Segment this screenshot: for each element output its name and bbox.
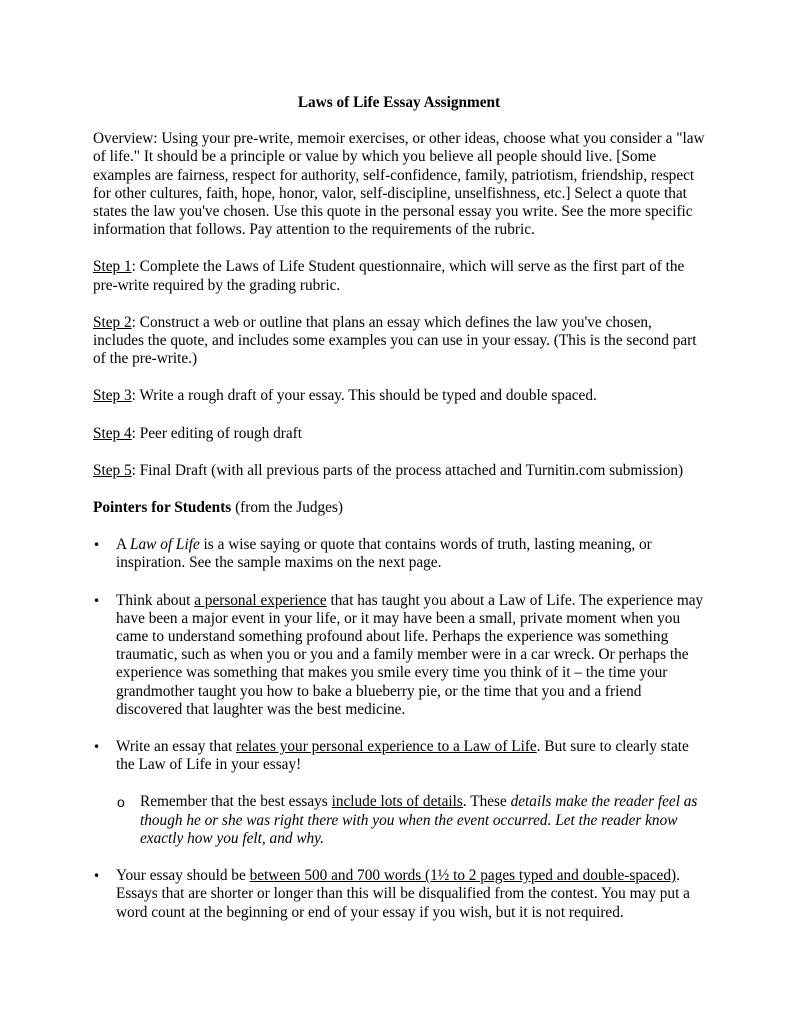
step-2-label: Step 2 bbox=[93, 313, 132, 331]
circle-bullet-icon: o bbox=[117, 794, 125, 811]
list-item bbox=[93, 867, 705, 922]
step-3-text: : Write a rough draft of your essay. This should be typed and double spaced. bbox=[131, 387, 597, 405]
step-3-label: Step 3 bbox=[93, 387, 132, 405]
pointers-list bbox=[93, 536, 705, 921]
document-page bbox=[93, 94, 705, 941]
bullet-4-post: . Essays that are shorter or longer than this will be disqualified from the contest. You may put a word count at the beginning or end of your essay if you wish, but it is not required. bbox=[116, 867, 690, 921]
document-title: Laws of Life Essay Assignment bbox=[297, 94, 501, 111]
bullet-3-post: . But sure to clearly state the Law of Life in your essay! bbox=[116, 738, 689, 774]
bullet-2-underlined: a personal experience bbox=[194, 591, 327, 609]
step-5-label: Step 5 bbox=[93, 461, 132, 479]
sub-bullet-underlined: include lots of details bbox=[331, 793, 463, 811]
bullet-1-post: is a wise saying or quote that contains words of truth, lasting meaning, or inspiration. See the sample maxims on the next page. bbox=[116, 536, 652, 572]
bullet-3-pre: Write an essay that bbox=[116, 738, 237, 756]
bullet-1-pre: A bbox=[116, 536, 131, 554]
bullet-icon: • bbox=[93, 740, 101, 755]
step-2-paragraph bbox=[93, 314, 705, 369]
step-5-text: : Final Draft (with all previous parts of the process attached and Turnitin.com submission) bbox=[131, 461, 684, 479]
step-1-label: Step 1 bbox=[93, 258, 132, 276]
bullet-1-italic: Law of Life bbox=[130, 536, 200, 554]
sub-list-item bbox=[116, 793, 705, 848]
step-5-paragraph bbox=[93, 462, 705, 480]
step-4-text: : Peer editing of rough draft bbox=[131, 424, 303, 442]
step-2-text: : Construct a web or outline that plans an essay which defines the law you've chosen, includes the quote, and includes some examples you can use in your essay. (This is the second part of the pre-write.) bbox=[93, 313, 697, 368]
bullet-icon: • bbox=[93, 869, 101, 884]
list-item bbox=[93, 592, 705, 719]
bullet-2-pre: Think about bbox=[116, 591, 195, 609]
sub-list bbox=[116, 793, 705, 848]
bullet-3-underlined: relates your personal experience to a Law of Life bbox=[236, 738, 537, 756]
step-3-paragraph bbox=[93, 387, 705, 405]
sub-bullet-pre: Remember that the best essays bbox=[140, 793, 332, 811]
overview-paragraph: Overview: Using your pre-write, memoir exercises, or other ideas, choose what you consider a "law of life." It should be a principle or value by which you believe all people should live. [Some examples are fairness, respect for authority, self-confidence, family, patriotism, friendship, respect for other cultures, faith, hope, honor, valor, self-discipline, unselfishness, etc.] Select a quote that states the law you've chosen. Use this quote in the personal essay you write. See the more specific information that follows. Pay attention to the requirements of the rubric. bbox=[93, 130, 705, 239]
step-4-label: Step 4 bbox=[93, 424, 132, 442]
bullet-2-post: that has taught you about a Law of Life. The experience may have been a major event in your life, or it may have been a small, private moment when you came to understand something profound about life. Perhaps the experience was something traumatic, such as when you or you and a family member were in a car wreck. Or perhaps the experience was something that makes you smile every time you think of it – the time your grandmother taught you how to bake a blueberry pie, or the time that you and a friend discovered that laughter was the best medicine. bbox=[116, 591, 704, 718]
pointers-heading bbox=[93, 499, 705, 517]
bullet-4-underlined: between 500 and 700 words (1½ to 2 pages typed and double-spaced) bbox=[249, 867, 677, 885]
bullet-4-pre: Your essay should be bbox=[116, 867, 250, 885]
bullet-icon: • bbox=[93, 593, 101, 608]
step-1-text: : Complete the Laws of Life Student questionnaire, which will serve as the first part of the pre-write required by the grading rubric. bbox=[93, 258, 685, 294]
pointers-heading-bold: Pointers for Students bbox=[93, 499, 232, 517]
step-4-paragraph bbox=[93, 425, 705, 443]
pointers-heading-suffix: (from the Judges) bbox=[231, 499, 343, 517]
step-1-paragraph bbox=[93, 258, 705, 294]
list-item bbox=[93, 738, 705, 848]
list-item bbox=[93, 536, 705, 572]
bullet-icon: • bbox=[93, 538, 101, 553]
sub-bullet-italic: details make the reader feel as though he or she was right there with you when the event occurred. Let the reader know exactly how you felt, and why. bbox=[140, 793, 698, 847]
sub-bullet-mid: . These bbox=[462, 793, 511, 811]
